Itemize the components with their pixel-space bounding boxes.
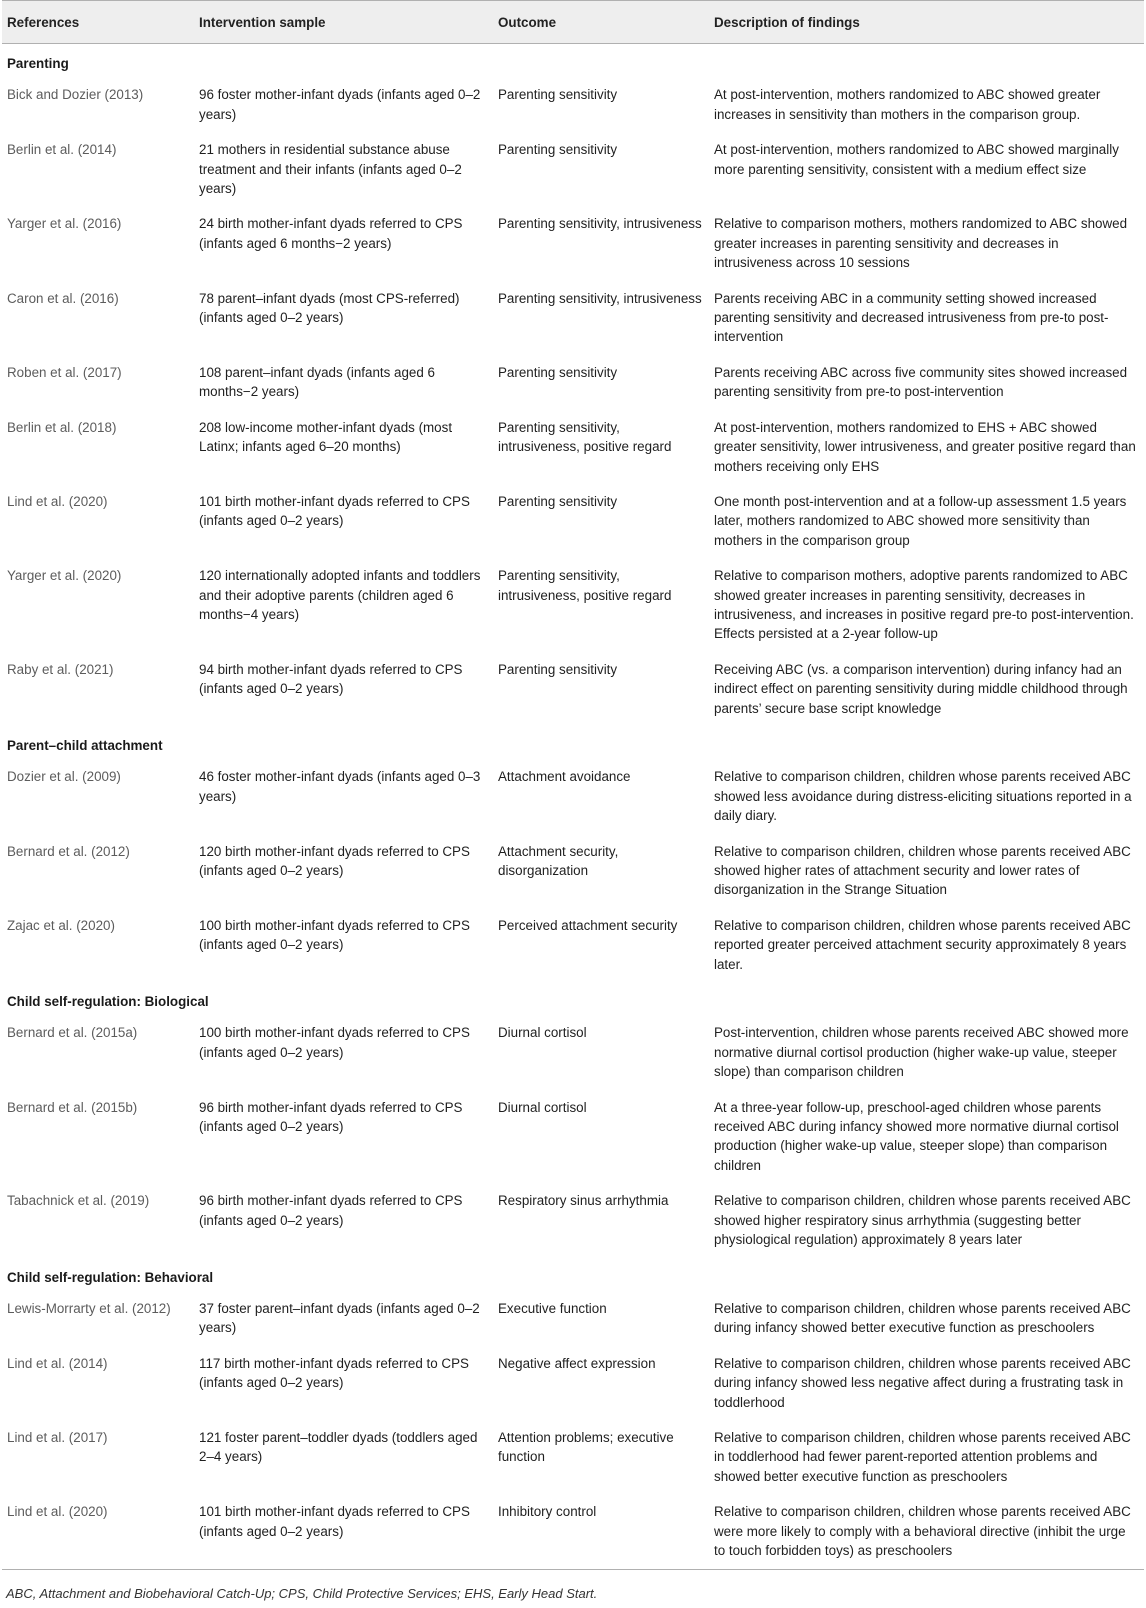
reference-cell: Raby et al. (2021) [7,661,114,677]
header-outcome: Outcome [498,15,557,30]
table-row [2,77,1144,132]
intervention-sample-cell: 100 birth mother-infant dyads referred to CPS (infants aged 0–2 years) [199,917,470,953]
table-row [2,1291,1144,1346]
table-row [2,132,1144,206]
intervention-sample-cell: 101 birth mother-infant dyads referred to CPS (infants aged 0–2 years) [199,493,470,529]
outcome-cell: Parenting sensitivity [498,364,618,380]
findings-cell: Relative to comparison children, children whose parents received ABC during infancy showed better executive function as preschoolers [714,1300,1131,1336]
table-row [2,1420,1144,1494]
table-row [2,410,1144,484]
findings-cell: Parents receiving ABC in a community setting showed increased parenting sensitivity and decreased intrusiveness from pre-to post-intervention [714,290,1109,345]
table-row [2,1494,1144,1570]
outcome-cell: Parenting sensitivity, intrusiveness [498,216,702,232]
table-body [2,44,1144,1570]
outcome-cell: Diurnal cortisol [498,1025,587,1041]
intervention-sample-cell: 121 foster parent–toddler dyads (toddlers aged 2–4 years) [199,1429,478,1465]
reference-cell: Bick and Dozier (2013) [7,87,144,103]
outcome-cell: Diurnal cortisol [498,1099,587,1115]
outcome-cell: Parenting sensitivity [498,87,618,103]
findings-cell: Relative to comparison children, children whose parents received ABC showed higher rates of attachment security and lower rates of disorganization in the Strange Situation [714,843,1131,898]
reference-cell: Bernard et al. (2012) [7,843,130,859]
outcome-cell: Negative affect expression [498,1355,656,1371]
reference-cell: Lind et al. (2014) [7,1355,108,1371]
reference-cell: Lind et al. (2020) [7,493,108,509]
outcome-cell: Parenting sensitivity, intrusiveness [498,290,702,306]
reference-cell: Lind et al. (2017) [7,1429,108,1445]
findings-cell: Relative to comparison children, children whose parents received ABC showed less avoidance during distress-eliciting situations reported in a daily diary. [714,769,1132,824]
findings-cell: Relative to comparison children, children whose parents received ABC showed higher respiratory sinus arrhythmia (suggesting better physiological regulation) approximately 8 years later [714,1193,1131,1248]
findings-cell: At post-intervention, mothers randomized to ABC showed greater increases in sensitivity than mothers in the comparison group. [714,87,1101,122]
outcome-cell: Attention problems; executive function [498,1429,674,1465]
reference-cell: Berlin et al. (2014) [7,142,117,158]
intervention-sample-cell: 100 birth mother-infant dyads referred to CPS (infants aged 0–2 years) [199,1025,470,1060]
reference-cell: Yarger et al. (2016) [7,216,122,232]
intervention-sample-cell: 101 birth mother-infant dyads referred to CPS (infants aged 0–2 years) [194,1494,493,1570]
outcome-cell: Inhibitory control [493,1494,709,1570]
header-description-of-findings: Description of findings [714,15,860,30]
outcome-cell: Respiratory sinus arrhythmia [498,1193,669,1209]
section-row [2,982,1144,1015]
table-row [2,1183,1144,1257]
reference-cell: Berlin et al. (2018) [7,419,117,435]
intervention-sample-cell: 96 birth mother-infant dyads referred to CPS (infants aged 0–2 years) [199,1193,463,1228]
table-footnote: ABC, Attachment and Biobehavioral Catch-Up; CPS, Child Protective Services; EHS, Early Head Start. [6,1586,598,1601]
section-row [2,1258,1144,1291]
findings-cell: Receiving ABC (vs. a comparison intervention) during infancy had an indirect effect on parenting sensitivity during middle childhood through parents’ secure base script knowledge [714,661,1128,716]
table-row [2,355,1144,410]
outcome-cell: Perceived attachment security [498,917,678,933]
outcome-cell: Parenting sensitivity [498,142,618,158]
outcome-cell: Executive function [498,1300,607,1316]
outcome-cell: Parenting sensitivity, intrusiveness, positive regard [498,568,672,603]
reference-cell: Bernard et al. (2015b) [7,1099,138,1115]
table-row [2,1015,1144,1089]
table-row [2,281,1144,355]
findings-cell: Relative to comparison mothers, mothers randomized to ABC showed greater increases in parenting sensitivity and decreases in intrusiveness across 10 sessions [714,216,1128,271]
reference-cell: Lewis-Morrarty et al. (2012) [7,1300,171,1316]
section-row [2,44,1144,78]
findings-cell: One month post-intervention and at a follow-up assessment 1.5 years later, mothers randomized to ABC showed more sensitivity than mothers in the comparison group [714,493,1127,548]
header-references: References [7,15,80,30]
intervention-sample-cell: 120 internationally adopted infants and toddlers and their adoptive parents (children aged 6 months−4 years) [199,568,481,622]
header-row [2,1,1144,44]
intervention-sample-cell: 117 birth mother-infant dyads referred to CPS (infants aged 0–2 years) [199,1355,469,1391]
findings-cell: At a three-year follow-up, preschool-aged children whose parents received ABC during infancy showed more normative diurnal cortisol production (higher wake-up value, steeper slope) than comparison children [714,1099,1119,1173]
reference-cell: Lind et al. (2020) [2,1494,194,1570]
table-row [2,1346,1144,1420]
section-row [2,726,1144,759]
table-row [2,206,1144,280]
intervention-sample-cell: 120 birth mother-infant dyads referred to CPS (infants aged 0–2 years) [199,843,470,878]
findings-cell: Relative to comparison children, children whose parents received ABC reported greater perceived attachment security approximately 8 years later. [714,917,1131,972]
intervention-sample-cell: 78 parent–infant dyads (most CPS-referred) (infants aged 0–2 years) [199,290,460,326]
reference-cell: Bernard et al. (2015a) [7,1025,138,1041]
table-row [2,834,1144,908]
findings-cell: Post-intervention, children whose parents received ABC showed more normative diurnal cortisol production (higher wake-up value, steeper slope) than comparison children [714,1025,1129,1080]
intervention-sample-cell: 21 mothers in residential substance abuse treatment and their infants (infants aged 0–2 years) [199,142,462,197]
outcome-cell: Parenting sensitivity, intrusiveness, positive regard [498,419,672,455]
findings-cell: Relative to comparison children, children whose parents received ABC in toddlerhood had fewer parent-reported attention problems and showed better executive function as preschoolers [714,1429,1131,1484]
table-row [2,558,1144,652]
table-row [2,908,1144,982]
outcome-cell: Parenting sensitivity [498,493,618,509]
findings-cell: Relative to comparison children, children whose parents received ABC were more likely to comply with a behavioral directive (inhibit the urge to touch forbidden toys) as preschoolers [709,1494,1144,1570]
reference-cell: Caron et al. (2016) [7,290,119,306]
findings-cell: Relative to comparison mothers, adoptive parents randomized to ABC showed greater increases in parenting sensitivity, decreases in intrusiveness, and increases in positive regard pre-to post-intervention. Effects persisted at a 2-year follow-up [714,568,1134,642]
outcome-cell: Attachment security, disorganization [498,843,619,878]
intervention-sample-cell: 96 birth mother-infant dyads referred to CPS (infants aged 0–2 years) [199,1099,463,1135]
table-header [2,1,1144,44]
intervention-sample-cell: 46 foster mother-infant dyads (infants aged 0–3 years) [199,769,481,804]
reference-cell: Dozier et al. (2009) [7,769,121,785]
header-intervention-sample: Intervention sample [199,15,326,30]
intervention-sample-cell: 37 foster parent–infant dyads (infants aged 0–2 years) [199,1300,480,1336]
findings-cell: At post-intervention, mothers randomized to EHS + ABC showed greater sensitivity, lower intrusiveness, and greater positive regard than mothers receiving only EHS [714,419,1136,474]
outcome-cell: Parenting sensitivity [498,661,618,677]
findings-cell: At post-intervention, mothers randomized to ABC showed marginally more parenting sensitivity, consistent with a medium effect size [714,142,1119,177]
table-row [2,759,1144,833]
section-title: Child self-regulation: Behavioral [7,1269,214,1285]
intervention-sample-cell: 108 parent–infant dyads (infants aged 6 months−2 years) [199,364,435,400]
reference-cell: Roben et al. (2017) [7,364,122,380]
section-title: Parent–child attachment [7,737,163,753]
reference-cell: Yarger et al. (2020) [7,568,122,584]
intervention-sample-cell: 24 birth mother-infant dyads referred to CPS (infants aged 6 months−2 years) [199,216,463,251]
intervention-sample-cell: 96 foster mother-infant dyads (infants aged 0–2 years) [199,87,481,122]
table-row [2,652,1144,726]
intervention-sample-cell: 94 birth mother-infant dyads referred to CPS (infants aged 0–2 years) [199,661,463,697]
reference-cell: Tabachnick et al. (2019) [7,1193,150,1209]
table-row [2,1090,1144,1184]
section-title: Parenting [7,56,69,71]
section-title: Child self-regulation: Biological [7,994,209,1010]
table-row [2,484,1144,558]
reference-cell: Zajac et al. (2020) [7,917,115,933]
outcome-cell: Attachment avoidance [498,769,631,785]
findings-cell: Relative to comparison children, children whose parents received ABC during infancy showed less negative affect during a frustrating task in toddlerhood [714,1355,1131,1410]
intervention-sample-cell: 208 low-income mother-infant dyads (most Latinx; infants aged 6–20 months) [199,419,453,455]
findings-cell: Parents receiving ABC across five community sites showed increased parenting sensitivity from pre-to post-intervention [714,364,1128,400]
findings-table [2,0,1144,1570]
